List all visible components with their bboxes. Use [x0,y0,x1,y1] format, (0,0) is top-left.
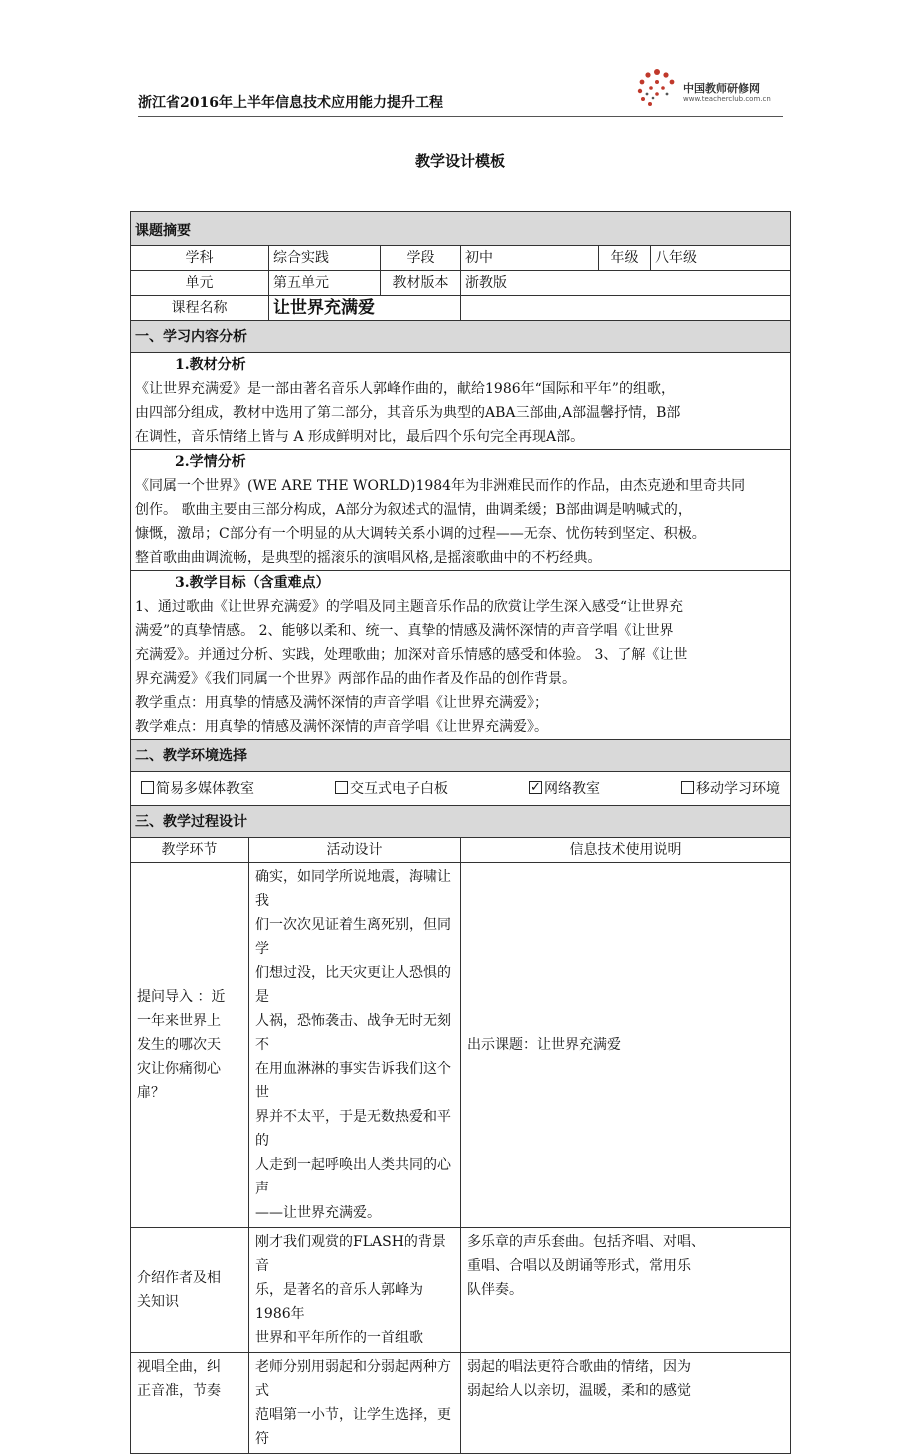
edition-value: 浙教版 [461,271,791,296]
summary-heading: 课题摘要 [131,212,791,246]
logo [633,66,783,110]
table-row [131,1353,791,1454]
checkbox-checked-icon[interactable] [529,781,542,794]
learner-line: 慷慨，激昂；C部分有一个明显的从大调转关系小调的过程——无奈、忧伤转到坚定、积极。 [135,526,706,542]
col-stage-header: 教学环节 [131,838,249,863]
edition-label: 教材版本 [381,271,461,296]
grade-value: 八年级 [651,246,791,271]
learner-analysis-title: 2.学情分析 [175,454,246,470]
section2-heading: 二、教学环境选择 [131,740,791,772]
textbook-line: 《让世界充满爱》是一部由著名音乐人郭峰作曲的，献给1986年“国际和平年”的组歌， [135,381,675,397]
unit-value: 第五单元 [269,271,381,296]
course-value: 让世界充满爱 [269,296,461,321]
logo-text-cn: 中国教师研修网 [683,82,760,95]
stage-cell: 视唱全曲，纠 正音准，节奏 [131,1353,249,1454]
objective-line: 教学难点：用真挚的情感及满怀深情的声音学唱《让世界充满爱》。 [135,719,548,735]
stage-cell: 提问导入 ：近 一年来世界上 发生的哪次天 灾让你痛彻心 扉？ [131,863,249,1228]
learner-line: 整首歌曲曲调流畅，是典型的摇滚乐的演唱风格,是摇滚歌曲中的不朽经典。 [135,550,602,566]
textbook-analysis [131,353,791,450]
activity-cell: 刚才我们观赏的FLASH的背景音 乐，是著名的音乐人郭峰为1986年 世界和平年所作的一首组歌 [249,1228,461,1353]
textbook-line: 由四部分组成，教材中选用了第二部分，其音乐为典型的ABA三部曲,A部温馨抒情，B部 [135,405,681,421]
it-cell: 多乐章的声乐套曲。包括齐唱、对唱、 重唱、合唱以及朗诵等形式，常用乐 队伴奏。 [461,1228,791,1353]
course-label: 课程名称 [131,296,269,321]
env-option-mobile[interactable]: 移动学习环境 [681,777,780,801]
section3-heading: 三、教学过程设计 [131,806,791,838]
activity-cell: 确实，如同学所说地震，海啸让我 们一次次见证着生离死别，但同学 们想过没，比天灾更让人恐惧的是 人祸，恐怖袭击、战争无时无刻不 在用血淋淋的事实告诉我们这个世 界并不太平，于是无数热爱和平的 人走到一起呼唤出人类共同的心声 ——让世界充满爱。 [249,863,461,1228]
env-option-whiteboard[interactable]: 交互式电子白板 [335,777,448,801]
objective-line: 满爱”的真挚情感。 2、能够以柔和、统一、真挚的情感及满怀深情的声音学唱《让世界 [135,623,674,639]
env-option-network[interactable]: ✓ 网络教室 [529,777,600,801]
section1-heading: 一、学习内容分析 [131,321,791,353]
col-activity-header: 活动设计 [249,838,461,863]
stage-label: 学段 [381,246,461,271]
textbook-analysis-title: 1.教材分析 [175,357,246,373]
learner-line: 创作。 歌曲主要由三部分构成，A部分为叙述式的温情，曲调柔缓；B部曲调是呐喊式的， [135,502,692,518]
checkbox-icon[interactable] [141,781,154,794]
learner-analysis [131,450,791,571]
checkbox-icon[interactable] [681,781,694,794]
design-table [130,211,791,1454]
stage-cell: 介绍作者及相 关知识 [131,1228,249,1353]
logo-text-en: www.teacherclub.com.cn [683,95,771,103]
objective-line: 1、通过歌曲《让世界充满爱》的学唱及同主题音乐作品的欣赏让学生深入感受“让世界充 [135,599,684,615]
grade-label: 年级 [599,246,651,271]
subject-value: 综合实践 [269,246,381,271]
objective-line: 界充满爱》《我们同属一个世界》两部作品的曲作者及作品的创作背景。 [135,671,576,687]
activity-cell: 老师分别用弱起和分弱起两种方式 范唱第一小节，让学生选择，更符 [249,1353,461,1454]
it-cell: 弱起的唱法更符合歌曲的情绪，因为 弱起给人以亲切，温暖，柔和的感觉 [461,1353,791,1454]
env-option-multimedia[interactable]: 简易多媒体教室 [141,777,254,801]
teaching-objectives [131,571,791,740]
environment-options [131,772,791,806]
learner-line: 《同属一个世界》(WE ARE THE WORLD)1984年为非洲难民而作的作品，由杰克逊和里奇共同 [135,478,746,494]
it-cell: 出示课题：让世界充满爱 [461,863,791,1228]
document-title: 教学设计模板 [414,152,505,170]
subject-label: 学科 [131,246,269,271]
objective-line: 教学重点：用真挚的情感及满怀深情的声音学唱《让世界充满爱》； [135,695,548,711]
objective-line: 充满爱》。并通过分析、实践，处理歌曲；加深对音乐情感的感受和体验。 3、了解《让世 [135,647,688,663]
stage-value: 初中 [461,246,599,271]
unit-label: 单元 [131,271,269,296]
logo-icon [633,66,681,110]
col-it-header: 信息技术使用说明 [461,838,791,863]
textbook-line: 在调性，音乐情绪上皆与 A 形成鲜明对比，最后四个乐句完全再现A部。 [135,429,585,445]
table-row [131,863,791,1228]
header-title: 浙江省2016年上半年信息技术应用能力提升工程 [138,95,443,111]
page-header [138,64,783,117]
table-row [131,1228,791,1353]
objectives-title: 3.教学目标（含重难点） [175,575,330,591]
checkbox-icon[interactable] [335,781,348,794]
